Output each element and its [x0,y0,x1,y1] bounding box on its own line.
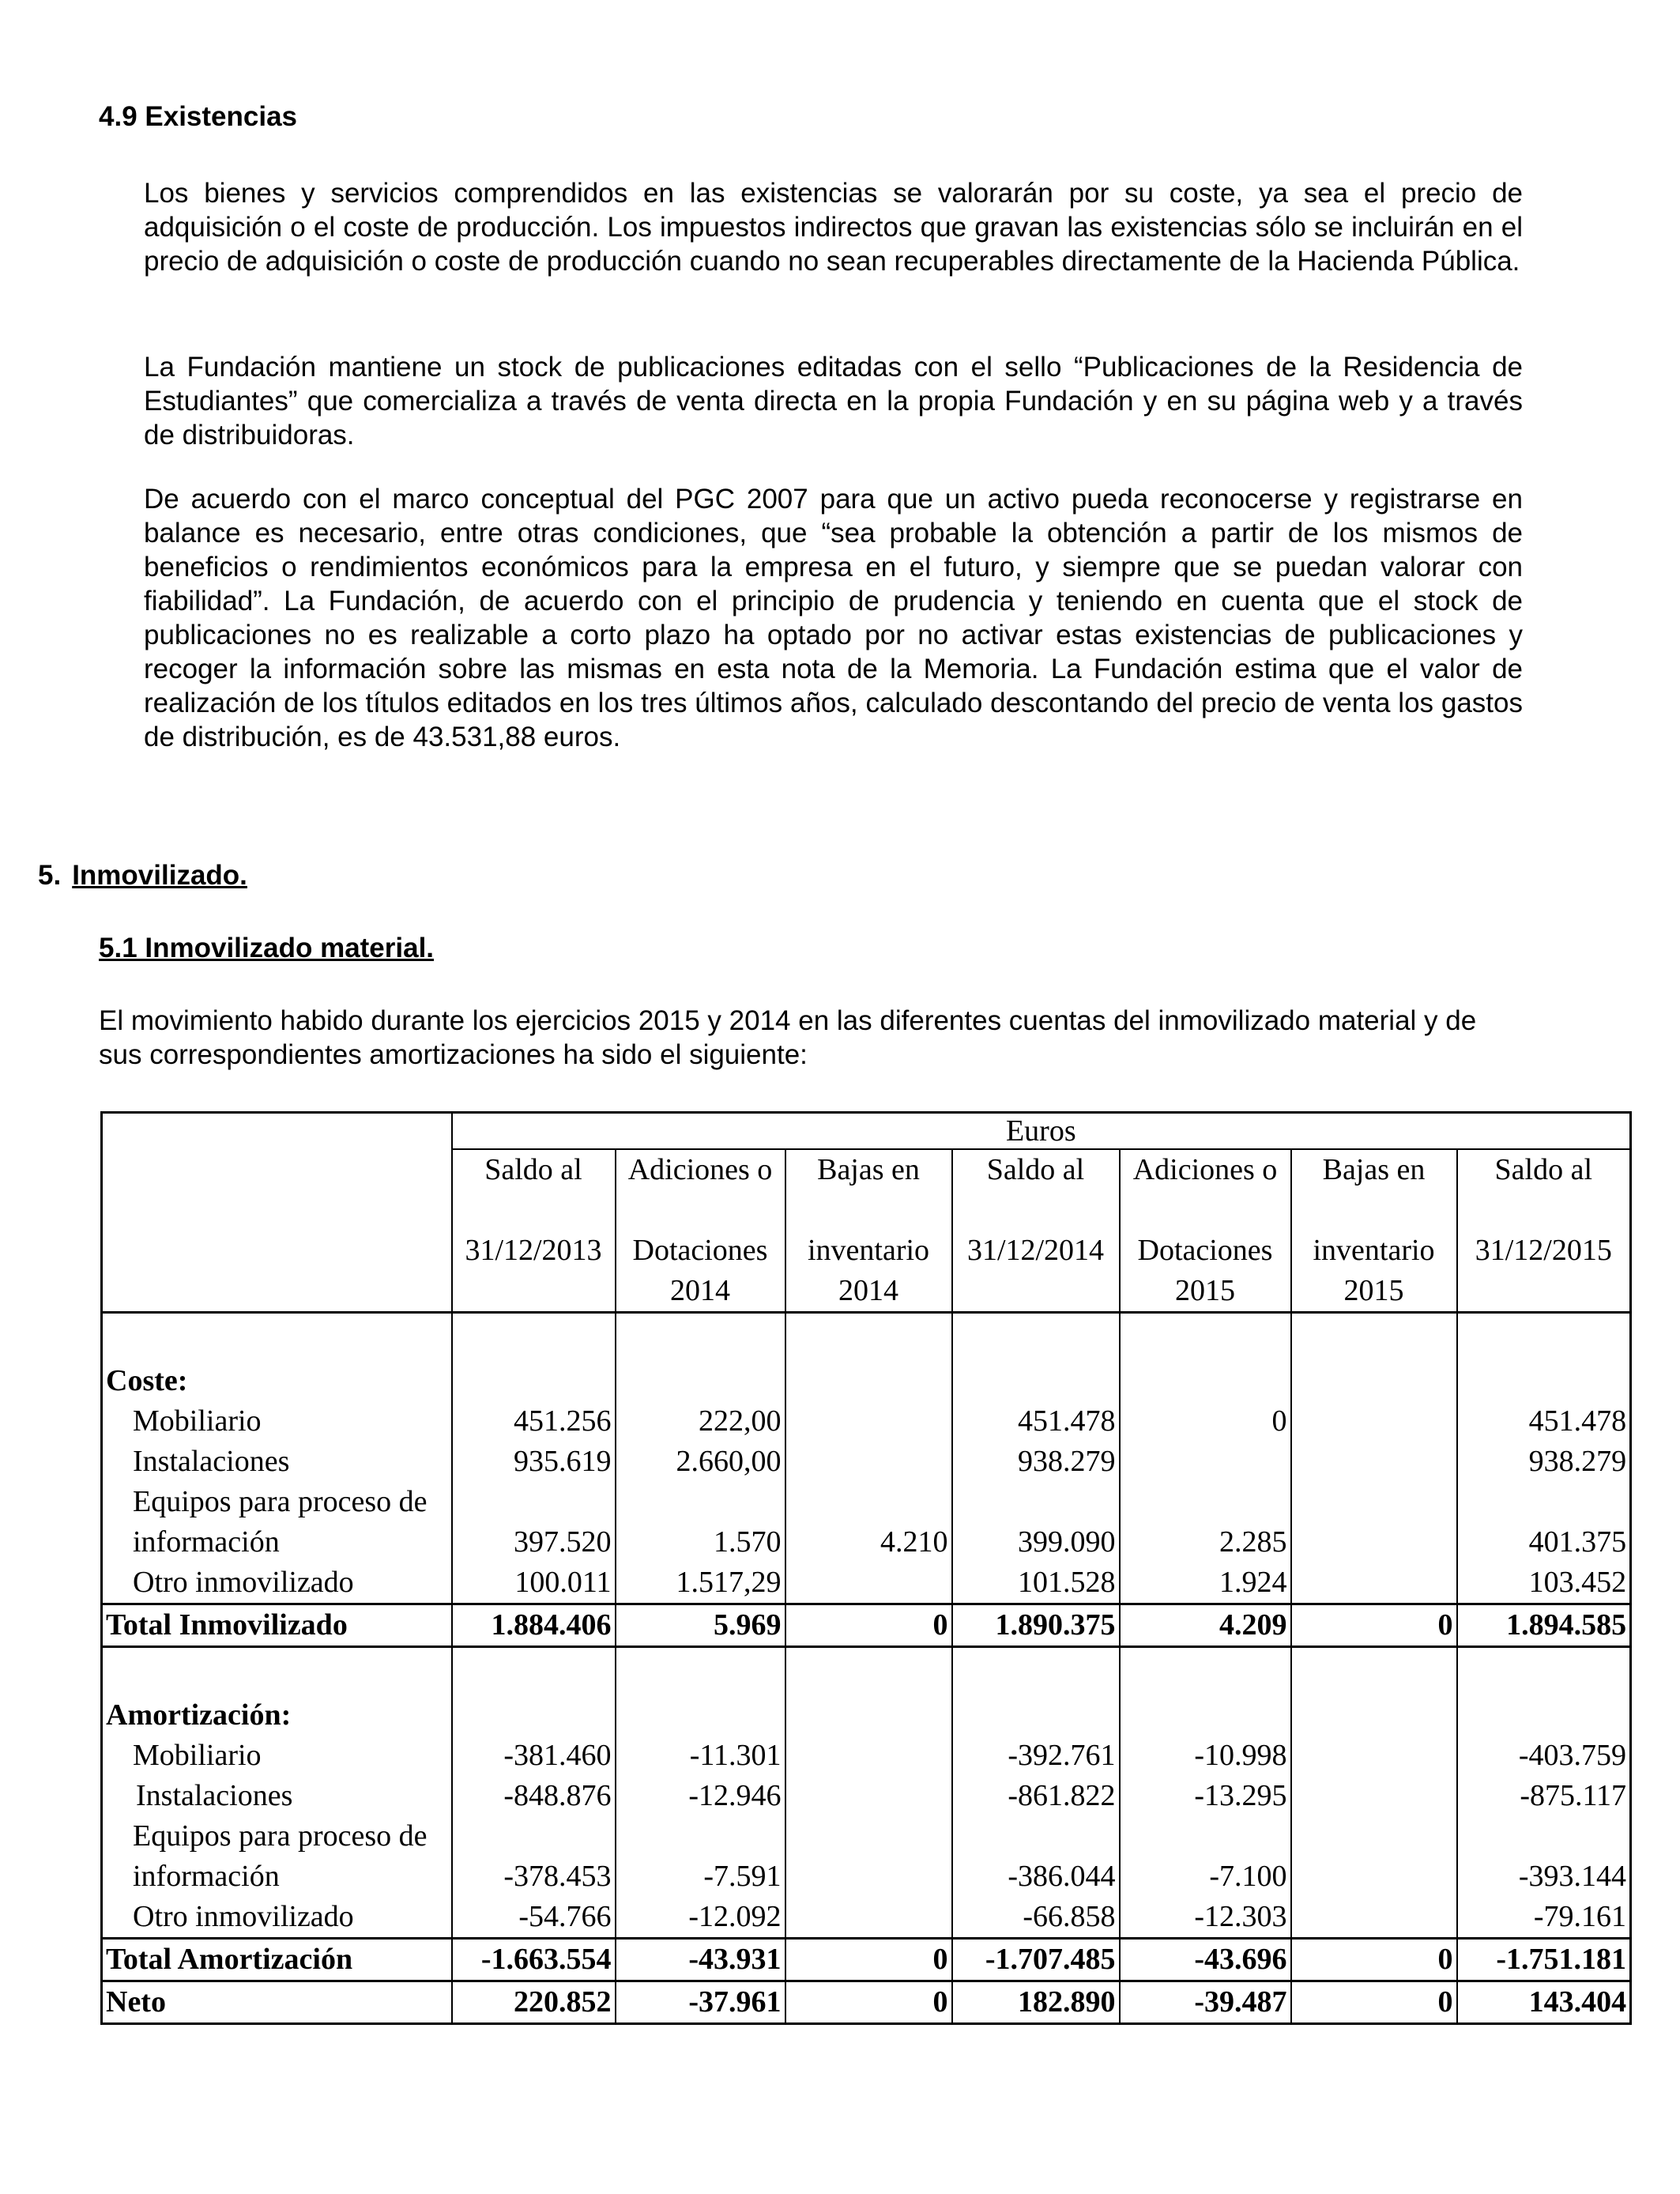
section-number: 5. [38,860,62,891]
column-header-line: 2014 [670,1274,730,1307]
row-label: Otro inmovilizado [102,1897,452,1939]
value-cell [785,1897,952,1939]
paragraph-existencias-3: De acuerdo con el marco conceptual del PGC 2007 para que un activo pueda reconocerse y registrarse en balance es necesario, entre otras condiciones, que “sea probable la obtención a partir de los mismos de beneficios o rendimientos económicos para la empresa en el futuro, y siempre que se puedan valorar con fiabilidad”. La Fundación, de acuerdo con el principio de prudencia y teniendo en cuenta que el stock de publicaciones no es realizable a corto plazo ha optado por no activar estas existencias de publicaciones y recoger la información sobre las mismas en esta nota de la Memoria. La Fundación estima que el valor de realización de los títulos editados en los tres últimos años, calculado descontando del precio de venta los gastos de distribución, es de 43.531,88 euros. [144,484,1523,752]
value-cell: -10.998 [1120,1736,1291,1776]
table-cell [1457,1361,1631,1401]
column-header-line [956,1190,1116,1231]
value-cell: -12.092 [616,1897,785,1939]
column-header-line [1295,1190,1453,1231]
value-cell: -378.453 [452,1816,616,1897]
euros-header: Euros [452,1113,1631,1150]
value-cell: 397.520 [452,1482,616,1563]
value-cell: 220.852 [452,1981,616,2024]
value-cell [785,1736,952,1776]
value-cell: 5.969 [616,1604,785,1647]
table-cell [1120,1361,1291,1401]
value-cell: 0 [1120,1401,1291,1442]
section-heading-existencias: 4.9 Existencias [99,101,297,132]
value-cell: 938.279 [1457,1442,1631,1482]
value-cell: 222,00 [616,1401,785,1442]
value-cell: 4.210 [785,1482,952,1563]
table-cell [452,1361,616,1401]
value-cell: 938.279 [952,1442,1120,1482]
table-cell [952,1647,1120,1696]
value-cell: 451.478 [1457,1401,1631,1442]
table-cell [1291,1695,1457,1736]
row-label: Mobiliario [102,1401,452,1442]
column-header-line [1124,1190,1287,1231]
table-cell [952,1313,1120,1362]
value-cell: -7.100 [1120,1816,1291,1897]
table-cell [452,1313,616,1362]
column-header-line: Adiciones o [1132,1153,1278,1186]
value-cell: -11.301 [616,1736,785,1776]
value-cell: 100.011 [452,1563,616,1604]
table-cell [1291,1647,1457,1696]
category-row [102,1695,1631,1736]
coste-row [102,1482,1631,1563]
value-cell: 1.894.585 [1457,1604,1631,1647]
value-cell: -1.751.181 [1457,1939,1631,1981]
row-label: Neto [102,1981,452,2024]
value-cell: 0 [785,1981,952,2024]
subsection-heading-inmovilizado-material: 5.1 Inmovilizado material. [99,933,435,963]
column-header-line: 31/12/2015 [1475,1234,1612,1267]
category-label: Coste: [102,1361,452,1401]
table-cell [1457,1695,1631,1736]
table-header-group-row [102,1113,1631,1150]
row-label: Mobiliario [102,1736,452,1776]
value-cell [1291,1401,1457,1442]
paragraph-existencias-1: Los bienes y servicios comprendidos en las existencias se valorarán por su coste, ya sea el precio de adquisición o el coste de producción. Los impuestos indirectos que gravan las existencias sólo se incluirán en el precio de adquisición o coste de producción cuando no sean recuperables directamente de la Hacienda Pública. [144,178,1523,277]
amortizacion-row [102,1816,1631,1897]
value-cell: 401.375 [1457,1482,1631,1563]
column-header-line [1461,1190,1627,1231]
spacer-row [102,1313,1631,1362]
amortizacion-row [102,1776,1631,1816]
value-cell [1291,1816,1457,1897]
value-cell: 1.890.375 [952,1604,1120,1647]
value-cell: 2.660,00 [616,1442,785,1482]
value-cell: 182.890 [952,1981,1120,2024]
value-cell [1291,1736,1457,1776]
table-cell [616,1313,785,1362]
value-cell [1120,1442,1291,1482]
value-cell: -12.946 [616,1776,785,1816]
column-header-line: Dotaciones [1137,1234,1273,1267]
column-header-line [620,1190,782,1231]
table-cell [1120,1647,1291,1696]
column-header [952,1149,1120,1313]
value-cell: 2.285 [1120,1482,1291,1563]
row-label: Total Inmovilizado [102,1604,452,1647]
column-header-line: 2015 [1175,1274,1235,1307]
value-cell: 0 [1291,1981,1457,2024]
value-cell: 0 [785,1939,952,1981]
table-cell [1120,1313,1291,1362]
table-stub-cell [102,1113,452,1313]
value-cell: 103.452 [1457,1563,1631,1604]
value-cell: 101.528 [952,1563,1120,1604]
column-header-line: Bajas en [817,1153,920,1186]
column-header-line: inventario [807,1234,930,1267]
value-cell: -848.876 [452,1776,616,1816]
value-cell [785,1776,952,1816]
value-cell: -1.663.554 [452,1939,616,1981]
value-cell [1291,1563,1457,1604]
column-header-line: 2015 [1343,1274,1404,1307]
column-header-line: Bajas en [1322,1153,1426,1186]
column-header-line [789,1190,948,1231]
neto-row [102,1981,1631,2024]
column-header [1457,1149,1631,1313]
table-cell [452,1647,616,1696]
column-header-line: 2014 [838,1274,898,1307]
value-cell: 1.924 [1120,1563,1291,1604]
value-cell: 935.619 [452,1442,616,1482]
table-cell [1291,1313,1457,1362]
column-header-line: Adiciones o [627,1153,773,1186]
table-cell [785,1695,952,1736]
value-cell: -43.696 [1120,1939,1291,1981]
value-cell: 143.404 [1457,1981,1631,2024]
value-cell [785,1563,952,1604]
row-label: Total Amortización [102,1939,452,1981]
row-label: Equipos para proceso de información [102,1482,452,1563]
table-cell [785,1361,952,1401]
table-cell [785,1313,952,1362]
column-header-line: 31/12/2013 [465,1234,602,1267]
table-cell [102,1647,452,1696]
value-cell: -66.858 [952,1897,1120,1939]
value-cell: -37.961 [616,1981,785,2024]
value-cell [1291,1897,1457,1939]
value-cell: -39.487 [1120,1981,1291,2024]
column-header-line: Dotaciones [632,1234,768,1267]
table-cell [1291,1361,1457,1401]
value-cell [785,1442,952,1482]
amortizacion-row [102,1897,1631,1939]
value-cell: 451.478 [952,1401,1120,1442]
value-cell: 399.090 [952,1482,1120,1563]
value-cell [785,1816,952,1897]
table-cell [785,1647,952,1696]
paragraph-existencias-2: La Fundación mantiene un stock de publicaciones editadas con el sello “Publicaciones de la Residencia de Estudiantes” que comercializa a través de venta directa en la propia Fundación y en su página web y a través de distribuidoras. [144,352,1523,450]
value-cell: 0 [1291,1939,1457,1981]
column-header-line [956,1271,1116,1311]
total-amortizacion-row [102,1939,1631,1981]
value-cell: -1.707.485 [952,1939,1120,1981]
column-header-line: Saldo al [986,1153,1085,1186]
column-header [1120,1149,1291,1313]
coste-row [102,1442,1631,1482]
column-header-line [456,1271,612,1311]
value-cell [785,1401,952,1442]
value-cell: -875.117 [1457,1776,1631,1816]
value-cell: 1.517,29 [616,1563,785,1604]
row-label: Instalaciones [102,1442,452,1482]
value-cell: -386.044 [952,1816,1120,1897]
column-header [452,1149,616,1313]
value-cell [1291,1776,1457,1816]
table-cell [616,1361,785,1401]
intro-paragraph: El movimiento habido durante los ejercicios 2015 y 2014 en las diferentes cuentas del inmovilizado material y de sus correspondientes amortizaciones ha sido el siguiente: [99,1005,1477,1070]
table-cell [952,1361,1120,1401]
table-cell [1457,1647,1631,1696]
value-cell: -7.591 [616,1816,785,1897]
row-label: Instalaciones [102,1776,452,1816]
value-cell: -79.161 [1457,1897,1631,1939]
value-cell: -861.822 [952,1776,1120,1816]
coste-row [102,1563,1631,1604]
coste-row [102,1401,1631,1442]
category-row [102,1361,1631,1401]
column-header [1291,1149,1457,1313]
category-label: Amortización: [102,1695,452,1736]
row-label: Otro inmovilizado [102,1563,452,1604]
value-cell: -54.766 [452,1897,616,1939]
column-header-line [1461,1271,1627,1311]
column-header [616,1149,785,1313]
column-header-line: 31/12/2014 [966,1234,1105,1267]
column-header-line: inventario [1313,1234,1435,1267]
value-cell: -381.460 [452,1736,616,1776]
value-cell: -392.761 [952,1736,1120,1776]
value-cell [1291,1482,1457,1563]
value-cell: 4.209 [1120,1604,1291,1647]
column-header [785,1149,952,1313]
value-cell: 0 [1291,1604,1457,1647]
value-cell: -13.295 [1120,1776,1291,1816]
section-title: Inmovilizado. [72,860,247,891]
value-cell: 1.884.406 [452,1604,616,1647]
amortizacion-row [102,1736,1631,1776]
value-cell: -403.759 [1457,1736,1631,1776]
value-cell: -393.144 [1457,1816,1631,1897]
column-header-line: Saldo al [1494,1153,1593,1186]
section-heading-inmovilizado [38,860,247,892]
table-cell [102,1313,452,1362]
table-cell [616,1647,785,1696]
value-cell: -43.931 [616,1939,785,1981]
total-inmovilizado-row [102,1604,1631,1647]
table-cell [952,1695,1120,1736]
table-cell [616,1695,785,1736]
inmovilizado-table [100,1111,1632,2025]
table-cell [452,1695,616,1736]
row-label: Equipos para proceso de información [102,1816,452,1897]
column-header-line [456,1190,612,1231]
column-header-line: Saldo al [484,1153,582,1186]
table-cell [1457,1313,1631,1362]
value-cell: 1.570 [616,1482,785,1563]
value-cell: 451.256 [452,1401,616,1442]
spacer-row [102,1647,1631,1696]
table-cell [1120,1695,1291,1736]
value-cell: -12.303 [1120,1897,1291,1939]
value-cell: 0 [785,1604,952,1647]
value-cell [1291,1442,1457,1482]
